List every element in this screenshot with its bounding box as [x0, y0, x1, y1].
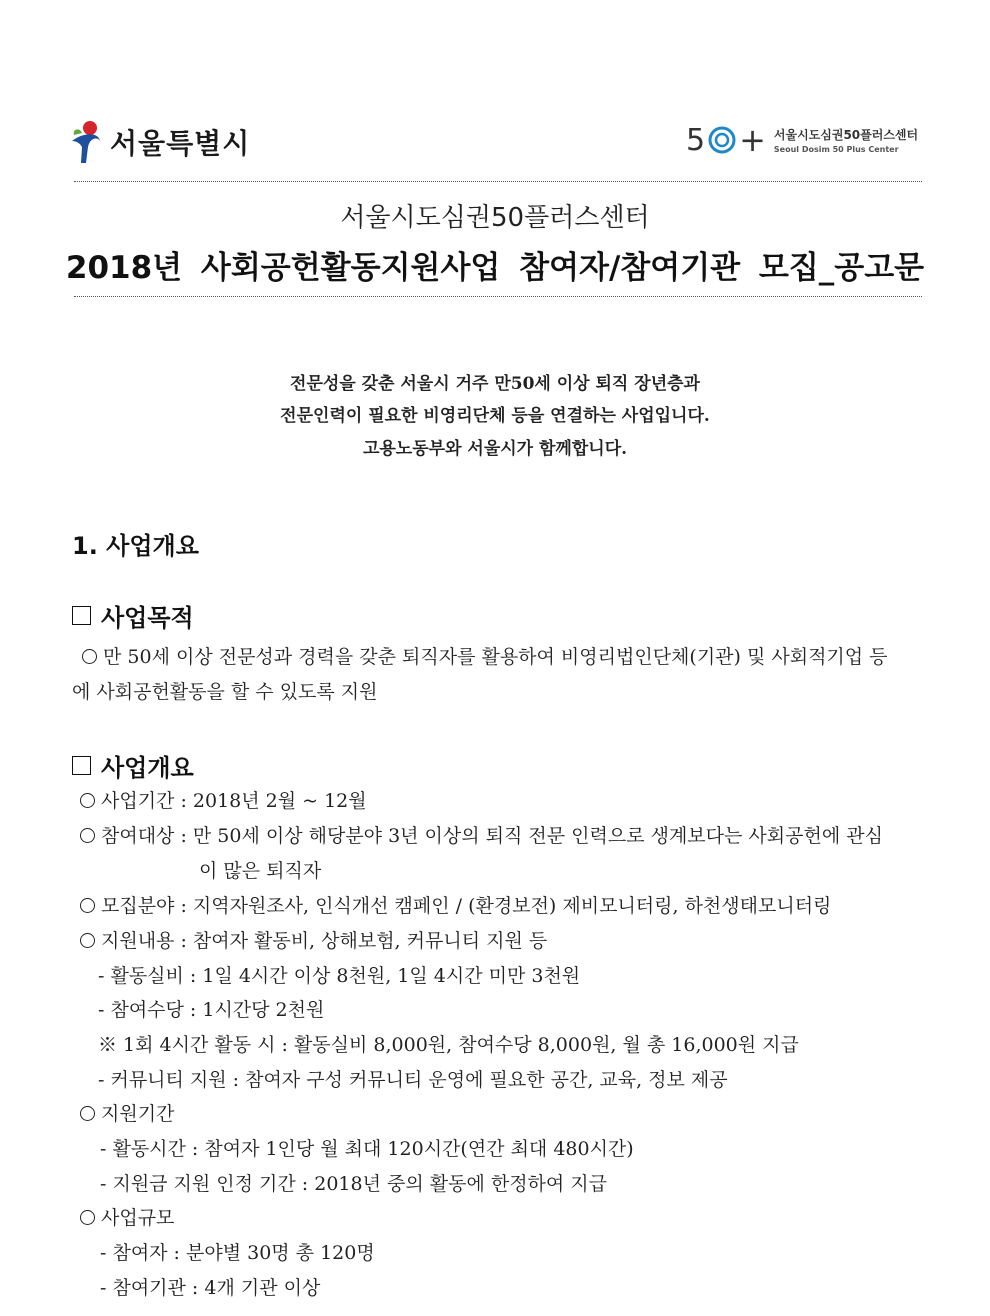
circle-bullet-icon	[80, 933, 95, 948]
overview-heading-text: 사업개요	[101, 754, 194, 782]
center-logo-number: 5	[686, 122, 706, 158]
seoul-emblem-icon	[68, 119, 106, 165]
overview-scale-text: 사업규모	[101, 1207, 175, 1229]
purpose-line-1	[82, 642, 888, 669]
purpose-heading	[72, 598, 194, 633]
section-heading: 1. 사업개요	[72, 532, 199, 560]
intro-line-3: 고용노동부와 서울시가 함께합니다.	[362, 439, 628, 459]
scale-institutions: - 참여기관 : 4개 기관 이상	[100, 1277, 321, 1299]
overview-target	[80, 821, 883, 848]
center-logo-plus: +	[739, 121, 766, 159]
support-community: - 커뮤니티 지원 : 참여자 구성 커뮤니티 운영에 필요한 공간, 교육, 정보 제공	[98, 1069, 728, 1091]
circle-bullet-icon	[80, 898, 95, 913]
document-title: 2018년 사회공헌활동지원사업 참여자/참여기관 모집_공고문	[65, 250, 925, 286]
overview-target-cont: 이 많은 퇴직자	[199, 860, 322, 882]
document-subtitle: 서울시도심권50플러스센터	[340, 203, 650, 233]
center-logo-name-en: Seoul Dosim 50 Plus Center	[773, 145, 899, 154]
divider-title	[74, 296, 922, 297]
checkbox-square-icon	[72, 756, 91, 775]
overview-heading	[72, 748, 194, 783]
circle-bullet-icon	[80, 793, 95, 808]
grant-period: - 지원금 지원 인정 기간 : 2018년 중의 활동에 한정하여 지급	[100, 1173, 608, 1195]
overview-support-period-text: 지원기간	[101, 1103, 175, 1125]
circle-bullet-icon	[82, 649, 97, 664]
support-allowance: - 참여수당 : 1시간당 2천원	[98, 999, 325, 1021]
activity-time: - 활동시간 : 참여자 1인당 월 최대 120시간(연간 최대 480시간)	[100, 1138, 634, 1160]
seoul-logo-text: 서울특별시	[110, 127, 251, 160]
center-logo	[686, 118, 918, 162]
purpose-heading-text: 사업목적	[101, 604, 194, 632]
overview-target-text: 참여대상 : 만 50세 이상 해당분야 3년 이상의 퇴직 전문 인력으로 생계보다는 사회공헌에 관심	[101, 825, 883, 847]
center-logo-name-ko: 서울시도심권50플러스센터	[773, 128, 919, 142]
purpose-line-2: 에 사회공헌활동을 할 수 있도록 지원	[72, 681, 378, 703]
circle-bullet-icon	[80, 828, 95, 843]
checkbox-square-icon	[72, 606, 91, 625]
intro-line-2: 전문인력이 필요한 비영리단체 등을 연결하는 사업입니다.	[280, 406, 710, 426]
seoul-city-logo	[68, 118, 250, 166]
overview-scale	[80, 1203, 174, 1230]
center-ring-icon	[707, 125, 737, 155]
overview-support-period	[80, 1099, 174, 1126]
overview-fields	[80, 891, 831, 918]
overview-fields-text: 모집분야 : 지역자원조사, 인식개선 캠페인 / (환경보전) 제비모니터링, 하천생태모니터링	[101, 895, 832, 917]
purpose-line-1-text: 만 50세 이상 전문성과 경력을 갖춘 퇴직자를 활용하여 비영리법인단체(기관) 및 사회적기업 등	[103, 646, 888, 668]
circle-bullet-icon	[80, 1210, 95, 1225]
support-note: ※ 1회 4시간 활동 시 : 활동실비 8,000원, 참여수당 8,000원, 월 총 16,000원 지급	[98, 1034, 799, 1056]
overview-support-text: 지원내용 : 참여자 활동비, 상해보험, 커뮤니티 지원 등	[101, 930, 548, 952]
scale-participants: - 참여자 : 분야별 30명 총 120명	[100, 1242, 375, 1264]
intro-line-1: 전문성을 갖춘 서울시 거주 만50세 이상 퇴직 장년층과	[290, 374, 700, 394]
overview-period	[80, 786, 367, 813]
divider-top	[74, 181, 922, 182]
overview-period-text: 사업기간 : 2018년 2월 ~ 12월	[101, 790, 367, 812]
circle-bullet-icon	[80, 1106, 95, 1121]
overview-support	[80, 926, 547, 953]
support-activity: - 활동실비 : 1일 4시간 이상 8천원, 1일 4시간 미만 3천원	[98, 965, 581, 987]
